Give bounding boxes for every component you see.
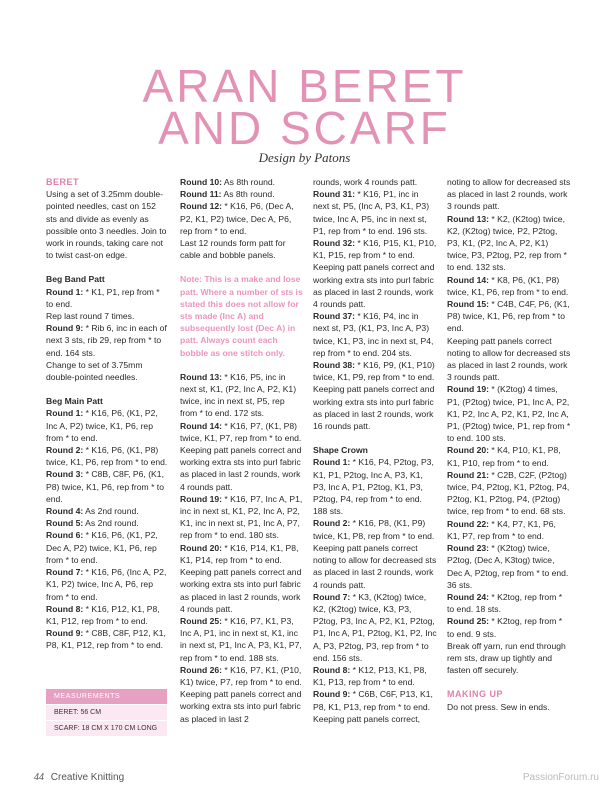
instruction [46,407,168,444]
round-text: * C2B, C2F, (P2tog) twice, P4, P2tog, K1, P2tog, P4, P2tog, K1, P2tog, P4, (P2tog) twice, rep from * to end. 68 sts. [447,469,570,517]
instruction [447,542,571,591]
round-text: * K3, (K2tog) twice, K2, (K2tog) twice, K3, P3, P2tog, P3, Inc A, P2, K1, P2tog, P1, Inc A, P1, P2tog, K1, P2, Inc A, P3, P2tog, P3, rep from * to end. 156 sts. [313,591,437,663]
round-label: Round 25: [447,616,490,627]
instruction [313,688,437,712]
instruction: Keeping patt panels correct and working extra sts into purl fabric as placed in last 2 rounds, work 4 rounds patt. [313,262,435,310]
round-label: Round 22: [447,518,490,529]
round-label: Round 14: [447,274,490,285]
round-label: Round 10: [180,177,223,187]
instruction [180,615,303,664]
instruction [313,188,437,237]
instruction [313,237,437,261]
round-text: * K16, P4, P2tog, P3, K1, P1, P2tog, Inc A, P3, K1, P3, Inc A, P1, P2tog, K1, P3, P2tog, P4, rep from * to end. 188 sts. [313,457,434,517]
round-label: Round 21: [447,469,490,480]
round-label: Round 3: [46,469,84,480]
instruction [46,286,168,310]
instruction [180,188,303,200]
round-label: Round 7: [313,591,351,602]
round-label: Round 20: [447,445,490,456]
round-text: * K16, P9, (K1, P10) twice, K1, P9, rep from * to end. [313,360,435,383]
instruction [180,493,303,542]
round-label: Round 14: [180,420,223,431]
instruction: Change to set of 3.75mm double-pointed needles. [46,359,143,383]
instruction [447,444,571,468]
round-label: Round 4: [46,506,84,517]
instruction [180,200,303,237]
round-text: * K8, P6, (K1, P8) twice, K1, P6, rep from * to end. [447,274,569,297]
round-label: Round 31: [313,189,356,200]
instruction [46,566,168,603]
section-heading-beret: BERET [46,177,80,187]
pattern-note: Note: This is a make and lose patt. Where a number of sts is stated this does not allow for sts made (Inc A) and subsequently lost (Dec A) in patt. Always count each bobble as one stitch only. [180,274,303,358]
instruction [313,359,437,383]
column-4 [447,176,571,713]
round-label: Round 2: [313,518,351,529]
instruction [46,603,168,627]
measurements-heading: MEASUREMENTS [46,689,167,704]
instruction [447,213,571,274]
round-text: As 2nd round. [83,506,139,517]
round-label: Round 38: [313,360,356,371]
instruction [447,591,571,615]
round-text: * K16, P1, inc in next st, P5, (Inc A, P3, K1, P3) twice, Inc A, P5, inc in next st, P1, rep from * to end. 196 sts. [313,189,430,236]
round-text: * K1, P1, rep from * to end. [46,286,160,309]
instruction [447,469,571,518]
instruction [313,517,437,541]
title-line-2: AND SCARF [158,102,451,154]
instruction [46,627,168,651]
round-label: Round 19: [447,384,490,395]
instruction: Keeping patt panels correct noting to allow for decreased sts as placed in last 2 rounds, work 4 rounds patt. [313,542,437,590]
measurement-scarf: SCARF: 18 CM X 170 CM LONG [46,720,167,736]
round-label: Round 9: [313,689,351,700]
instruction [447,298,571,335]
round-text: * K4, P10, K1, P8, K1, P10, rep from * to end. [447,445,561,468]
round-label: Round 20: [180,542,223,553]
instruction: Keeping patt panels correct and working extra sts into purl fabric as placed in last 2 rounds, work 4 rounds patt. [180,445,302,492]
round-text: As 8th round. [222,177,276,187]
instruction: Keeping patt panels correct, [313,713,421,724]
instruction [46,468,168,505]
instruction: noting to allow for decreased sts as placed in last 2 rounds, work 3 rounds patt. [447,177,571,212]
round-text: * C8B, C8F, P6, (K1, P8) twice, K1, P6, rep from * to end. [46,469,164,504]
round-text: * K16, P7, (K1, P8) twice, K1, P7, rep from * to end. [180,420,302,443]
page-number: 44 [34,772,44,783]
instruction [313,664,437,688]
round-text: * (K2tog) twice, P2tog, (Dec A, K3tog) twice, Dec A, P2tog, rep from * to end. 36 sts. [447,543,569,590]
round-text: * K16, P6, (K1, P2, Dec A, P2) twice, K1, P6, rep from * to end. [46,530,158,565]
round-text: * K16, P6, (Inc A, P2, K1, P2) twice, Inc A, P6, rep from * to end. [46,567,167,602]
byline: Design by Patons [258,150,351,165]
round-label: Round 1: [46,408,84,419]
round-text: * K16, P12, K1, P8, K1, P12, rep from * to end. [46,603,160,626]
round-text: * K16, P4, inc in next st, P3, (K1, P3, Inc A, P3) twice, K1, P3, inc in next st, P4, rep from * to end. 204 sts. [313,311,434,358]
measurement-beret: BERET: 56 CM [46,704,167,720]
instruction [180,176,303,188]
instruction [180,542,303,566]
round-text: * K12, P13, K1, P8, K1, P13, rep from * to end. [313,664,427,688]
round-label: Round 9: [46,323,84,334]
round-text: As 8th round. [221,189,275,200]
instruction [447,615,571,639]
subheading-band: Beg Band Patt [46,274,105,285]
instruction [447,274,571,298]
intro-text: Using a set of 3.25mm double-pointed needles, cast on 152 sts and divide as evenly as possible onto 3 needles. Join to work in rounds, taking care not to twist cast-on edge. [46,189,167,261]
round-text: * K16, P7, Inc A, P1, inc in next st, K1, P2, Inc A, P2, K1, inc in next st, P1, Inc A, P7, rep from * to end. 180 sts. [180,493,303,541]
instruction [46,322,168,359]
instruction: Break off yarn, run end through rem sts, draw up tightly and fasten off securely. [447,640,566,676]
round-text: * K2tog, rep from * to end. 9 sts. [447,616,563,639]
round-label: Round 24: [447,591,490,602]
round-label: Round 2: [46,445,84,456]
instruction: Last 12 rounds form patt for cable and bobble panels. [180,238,286,261]
round-label: Round 25: [180,615,223,626]
round-text: * K16, P6, (K1, P2, Inc A, P2) twice, K1, P6, rep from * to end. [46,408,158,443]
round-label: Round 1: [46,286,84,297]
instruction: Rep last round 7 times. [46,311,135,322]
instruction [46,505,168,517]
round-text: * (K2tog) 4 times, P1, (P2tog) twice, P1, Inc A, P2, K1, P2, Inc A, P2, K1, P2, Inc A, P1, (P2tog) twice, P1, rep from * to end. 100 sts. [447,384,571,444]
round-label: Round 19: [180,493,223,504]
subheading-main: Beg Main Patt [46,396,103,407]
magazine-name: Creative Knitting [50,772,125,783]
instruction [313,591,437,664]
instruction [180,371,303,420]
round-label: Round 26: [180,664,223,675]
subheading-crown: Shape Crown [313,445,368,456]
instruction [313,456,437,517]
round-label: Round 15: [447,299,490,310]
measurements-box [46,689,167,736]
instruction: Keeping patt panels correct and working extra sts into purl fabric as placed in last 2 [180,689,302,724]
column-2 [180,176,303,725]
instruction: Keeping patt panels correct noting to allow for decreased sts as placed in last 2 rounds, work 3 rounds patt. [447,335,571,383]
watermark: PassionForum.ru [522,772,599,783]
round-label: Round 6: [46,530,84,541]
instruction [447,383,571,444]
instruction [313,310,437,359]
round-text: * K16, P6, (K1, P8) twice, K1, P6, rep from * to end. [46,445,168,468]
round-label: Round 32: [313,238,356,249]
round-text: * K16, P6, (Dec A, P2, K1, P2) twice, Dec A, P6, rep from * to end. [180,201,294,236]
instruction [46,517,168,529]
instruction [46,529,168,566]
title-line-1: ARAN BERET [142,60,467,112]
round-text: * K2, (K2tog) twice, K2, (K2tog) twice, P2, P2tog, P3, K1, (P2, Inc A, P2, K1) twice, P3, P2tog, P2, rep from * to end. 132 sts. [447,213,567,273]
round-text: * K16, P15, K1, P10, K1, P15, rep from * to end. [313,238,437,261]
round-text: * K16, P14, K1, P8, K1, P14, rep from * to end. [180,542,299,565]
round-label: Round 5: [46,518,84,529]
column-1 [46,176,168,652]
round-text: * Rib 6, inc in each of next 3 sts, rib 29, rep from * to end. 164 sts. [46,323,167,358]
round-label: Round 11: [180,189,222,200]
round-text: * K16, P8, (K1, P9) twice, K1, P8, rep from * to end. [313,518,435,541]
round-label: Round 13: [447,213,490,224]
instruction: Do not press. Sew in ends. [447,701,550,712]
round-label: Round 23: [447,543,490,554]
round-text: * K16, P7, K1, (P10, K1) twice, P7, rep from * to end. [180,664,302,687]
instruction: Keeping patt panels correct and working extra sts into purl fabric as placed in last 2 rounds, work 4 rounds patt. [180,567,302,614]
round-label: Round 12: [180,201,223,212]
round-label: Round 9: [46,628,84,639]
round-text: * K2tog, rep from * to end. 18 sts. [447,591,563,615]
round-text: * C6B, C6F, P13, K1, P8, K1, P13, rep from * to end. [313,689,433,712]
round-text: * K4, P7, K1, P6, K1, P7, rep from * to end. [447,518,556,541]
round-label: Round 13: [180,371,223,382]
instruction [46,444,168,468]
round-label: Round 8: [46,603,84,614]
round-text: * K16, P5, inc in next st, K1, (P2, Inc A, P2, K1) twice, inc in next st, P5, rep from * to end. 172 sts. [180,371,297,419]
instruction: Keeping patt panels correct and working extra sts into purl fabric as placed in last 2 rounds, work 16 rounds patt. [313,384,435,432]
column-3 [313,176,437,725]
instruction [180,664,303,688]
round-label: Round 7: [46,567,84,578]
round-text: * C4B, C4F, P6, (K1, P8) twice, K1, P6, rep from * to end. [447,299,570,334]
round-label: Round 8: [313,664,351,675]
instruction [180,420,303,444]
page-footer [34,772,124,783]
round-label: Round 1: [313,457,351,468]
section-heading-making-up: MAKING UP [447,689,503,700]
instruction: rounds, work 4 rounds patt. [313,177,418,187]
round-text: As 2nd round. [83,518,139,529]
round-text: * K16, P7, K1, P3, Inc A, P1, inc in next st, K1, inc in next st, P1, Inc A, P3, K1, P7, rep from * to end. 188 sts. [180,615,302,663]
round-text: * C8B, C8F, P12, K1, P8, K1, P12, rep from * to end. [46,628,166,651]
instruction [447,518,571,542]
round-label: Round 37: [313,311,356,322]
